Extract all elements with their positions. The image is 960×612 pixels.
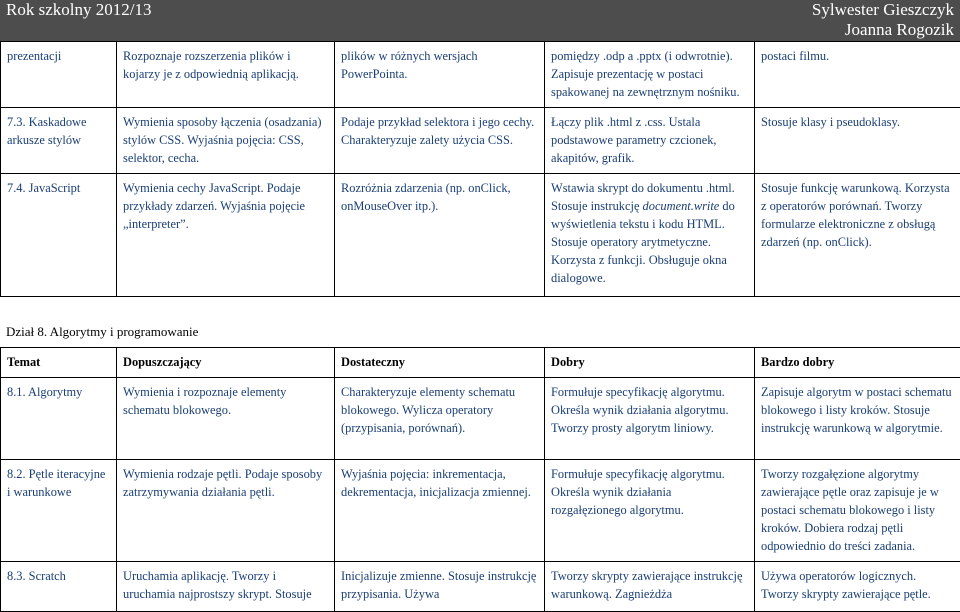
grade-dobry-cell: Tworzy skrypty zawierające instrukcję warunkową. Zagnieżdża <box>545 562 755 612</box>
grade-dostateczny-cell: plików w różnych wersjach PowerPointa. <box>335 42 545 108</box>
column-header-dopuszczajacy: Dopuszczający <box>117 348 335 378</box>
author-name-1: Sylwester Gieszczyk <box>812 0 954 20</box>
requirements-table-section-8 <box>0 347 960 612</box>
topic-cell: 8.3. Scratch <box>1 562 117 612</box>
section-title: Dział 8. Algorytmy i programowanie <box>6 324 198 340</box>
column-header-dobry: Dobry <box>545 348 755 378</box>
topic-cell: 8.1. Algorytmy <box>1 378 117 460</box>
requirements-table-section-7 <box>0 41 960 297</box>
grade-bardzo-dobry-cell: postaci filmu. <box>755 42 960 108</box>
grade-bardzo-dobry-cell: Tworzy rozgałęzione algorytmy zawierające pętle oraz zapisuje je w postaci schematu blokowego i listy kroków. Dobiera rodzaj pętli odpowiednio do treści zadania. <box>755 460 960 562</box>
grade-dobry-cell: Formułuje specyfikację algorytmu. Określa wynik działania rozgałęzionego algorytmu. <box>545 460 755 562</box>
table-row <box>1 174 960 297</box>
table-row <box>1 562 960 612</box>
page-header-bar <box>0 0 960 41</box>
grade-dobry-text-a: Wstawia skrypt do dokumentu .html. Stosuje instrukcję <box>551 181 735 213</box>
grade-dostateczny-cell: Charakteryzuje elementy schematu blokowego. Wylicza operatory (przypisania, porównań). <box>335 378 545 460</box>
column-header-dostateczny: Dostateczny <box>335 348 545 378</box>
grade-dostateczny-cell: Wyjaśnia pojęcia: inkrementacja, dekrementacja, inicjalizacja zmiennej. <box>335 460 545 562</box>
grade-dostateczny-cell: Inicjalizuje zmienne. Stosuje instrukcję przypisania. Używa <box>335 562 545 612</box>
grade-dostateczny-cell: Rozróżnia zdarzenia (np. onClick, onMouseOver itp.). <box>335 174 545 297</box>
grade-dopuszczajacy-cell: Uruchamia aplikację. Tworzy i uruchamia najprostszy skrypt. Stosuje <box>117 562 335 612</box>
column-header-bardzo-dobry: Bardzo dobry <box>755 348 960 378</box>
grade-dopuszczajacy-cell: Rozpoznaje rozszerzenia plików i kojarzy je z odpowiednią aplikacją. <box>117 42 335 108</box>
grade-dopuszczajacy-cell: Wymienia rodzaje pętli. Podaje sposoby zatrzymywania działania pętli. <box>117 460 335 562</box>
grade-bardzo-dobry-cell: Stosuje funkcję warunkową. Korzysta z operatorów porównań. Tworzy formularze elektroniczne z obsługą zdarzeń (np. onClick). <box>755 174 960 297</box>
table-header-row <box>1 348 960 378</box>
grade-dopuszczajacy-cell: Wymienia sposoby łączenia (osadzania) stylów CSS. Wyjaśnia pojęcia: CSS, selektor, cecha. <box>117 108 335 174</box>
column-header-temat: Temat <box>1 348 117 378</box>
grade-dostateczny-cell: Podaje przykład selektora i jego cechy. Charakteryzuje zalety użycia CSS. <box>335 108 545 174</box>
table-row <box>1 378 960 460</box>
grade-dobry-text-b: do wyświetlenia tekstu i kodu HTML. Stosuje operatory arytmetyczne. Korzysta z funkcji. Obsługuje okna dialogowe. <box>551 199 735 285</box>
topic-cell: 7.3. Kaskadowe arkusze stylów <box>1 108 117 174</box>
table-row <box>1 460 960 562</box>
grade-bardzo-dobry-cell: Zapisuje algorytm w postaci schematu blokowego i listy kroków. Stosuje instrukcję warunkową w algorytmie. <box>755 378 960 460</box>
grade-dobry-cell: Łączy plik .html z .css. Ustala podstawowe parametry czcionek, akapitów, grafik. <box>545 108 755 174</box>
grade-dopuszczajacy-cell: Wymienia cechy JavaScript. Podaje przykłady zdarzeń. Wyjaśnia pojęcie „interpreter”. <box>117 174 335 297</box>
table-row <box>1 42 960 108</box>
grade-dobry-cell: pomiędzy .odp a .pptx (i odwrotnie). Zapisuje prezentację w postaci spakowanej na zewnętrznym nośniku. <box>545 42 755 108</box>
author-name-2: Joanna Rogozik <box>845 20 954 40</box>
grade-bardzo-dobry-cell: Używa operatorów logicznych. Tworzy skrypty zawierające pętle. <box>755 562 960 612</box>
grade-bardzo-dobry-cell: Stosuje klasy i pseudoklasy. <box>755 108 960 174</box>
code-term: document.write <box>643 199 720 213</box>
document-title: Rok szkolny 2012/13 <box>6 0 151 20</box>
grade-dopuszczajacy-cell: Wymienia i rozpoznaje elementy schematu blokowego. <box>117 378 335 460</box>
topic-cell: 7.4. JavaScript <box>1 174 117 297</box>
topic-cell: 8.2. Pętle iteracyjne i warunkowe <box>1 460 117 562</box>
topic-cell: prezentacji <box>1 42 117 108</box>
grade-dobry-cell: Formułuje specyfikację algorytmu. Określa wynik działania algorytmu. Tworzy prosty algorytm liniowy. <box>545 378 755 460</box>
table-row <box>1 108 960 174</box>
grade-dobry-cell <box>545 174 755 297</box>
